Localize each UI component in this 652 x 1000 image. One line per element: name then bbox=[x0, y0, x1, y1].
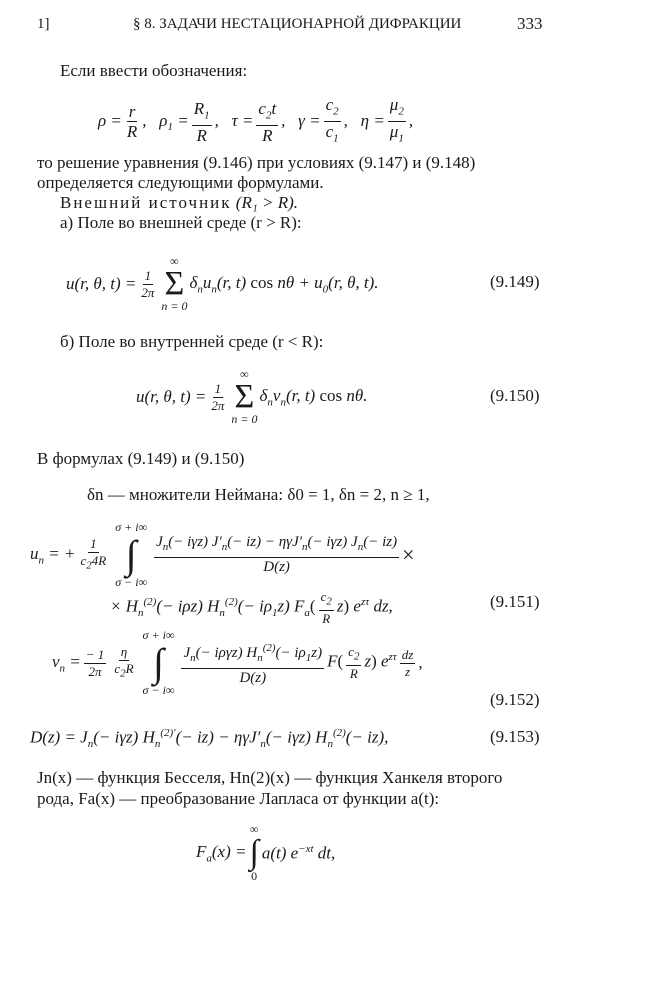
equation-9-149: u(r, θ, t) = $\frac{1}{2\pi}$ ∞ Σ n = 0 $\delta_nu_n(r$, t) $\cos n\theta + u_0(r$, θ, t). bbox=[66, 254, 379, 313]
equation-9-151-line-2: × $H_n^{(2)}(- i\rho z)$ $H_n^{(2)}(- i\rho_1z)$ $F_a$( $\frac{c_2}{R}$ z) $e^{z\tau}$ dz, bbox=[110, 589, 393, 626]
equation-number-9-152: (9.152) bbox=[490, 690, 540, 709]
in-formulas-text: В формулах (9.149) и (9.150) bbox=[37, 449, 245, 468]
equation-9-153: $D(z) = J_n(- i\gamma z)$ $H_n^{(2)'}(- iz) - \eta\gamma J'_n(- i\gamma z)$ $H_n^{(2)}(- iz)$, bbox=[30, 727, 389, 751]
intro-text: Если ввести обозначения: bbox=[60, 61, 248, 80]
laplace-transform-equation: $F_a(x)$ = ∞ ∫ 0 a(t) $e^{-xt}$ dt, bbox=[196, 822, 336, 883]
chapter-marker: 1] bbox=[37, 16, 50, 32]
external-source-heading bbox=[60, 192, 298, 214]
equation-number-9-149: (9.149) bbox=[490, 272, 540, 291]
page-number: 333 bbox=[517, 14, 543, 33]
equation-9-150: u(r, θ, t) = $\frac{1}{2\pi}$ ∞ Σ n = 0 $\delta_nv_n(r$, t) cos nθ. bbox=[136, 367, 368, 426]
equation-number-9-153: (9.153) bbox=[490, 727, 540, 746]
running-head: § 8. ЗАДАЧИ НЕСТАЦИОНАРНОЙ ДИФРАКЦИИ bbox=[133, 16, 462, 32]
neumann-factors: δn — множители Неймана: δ0 = 1, δn = 2, n ≥ 1, bbox=[87, 485, 430, 504]
case-b-text: б) Поле во внутренней среде (r < R): bbox=[60, 332, 324, 351]
solution-line-1: то решение уравнения (9.146) при условиях (9.147) и (9.148) bbox=[37, 153, 476, 172]
bessel-line-1: Jn(x) — функция Бесселя, Hn(2)(x) — функция Ханкеля второго bbox=[37, 768, 503, 787]
external-source-label: Внешний источник bbox=[60, 193, 232, 212]
external-source-condition: (R₁ > R). bbox=[235, 193, 299, 212]
solution-line-2: определяется следующими формулами. bbox=[37, 173, 324, 192]
case-a-text: а) Поле во внешней среде (r > R): bbox=[60, 213, 302, 232]
equation-9-152: $v_n$ = $\frac{- 1}{2\pi}$ $\frac{\eta}{c_2R}$ σ + i∞ ∫ σ − i∞ $\frac{J_n(- i\rho\gamma z) H_n^{(2)}(- i\rho_1z)}{D(z)}$ F( $\frac{c_2}{R}$ z) $e^{z\tau}$ $\frac{dz}{z}$ , bbox=[52, 628, 423, 697]
bessel-line-2: рода, Fa(x) — преобразование Лапласа от функции a(t): bbox=[37, 789, 440, 808]
notation-definitions: ρ = $\frac{r}{R}$ , $\rho_1$ = $\frac{R_1}{R}$ , τ = $\frac{c_2t}{R}$ , γ = $\frac{c_2}{c_1}$ , η = $\frac{\mu_2}{\mu_1}$ , bbox=[98, 95, 414, 146]
equation-number-9-150: (9.150) bbox=[490, 386, 540, 405]
equation-number-9-151: (9.151) bbox=[490, 592, 540, 611]
equation-9-151-line-1: $u_n$ = + $\frac{1}{c_24R}$ σ + i∞ ∫ σ − i∞ $\frac{J_n(- i\gamma z) J'_n(- iz) - \eta\gamma J'_n(- i\gamma z) J_n(- iz)}{D(z)}$ × bbox=[30, 520, 415, 589]
